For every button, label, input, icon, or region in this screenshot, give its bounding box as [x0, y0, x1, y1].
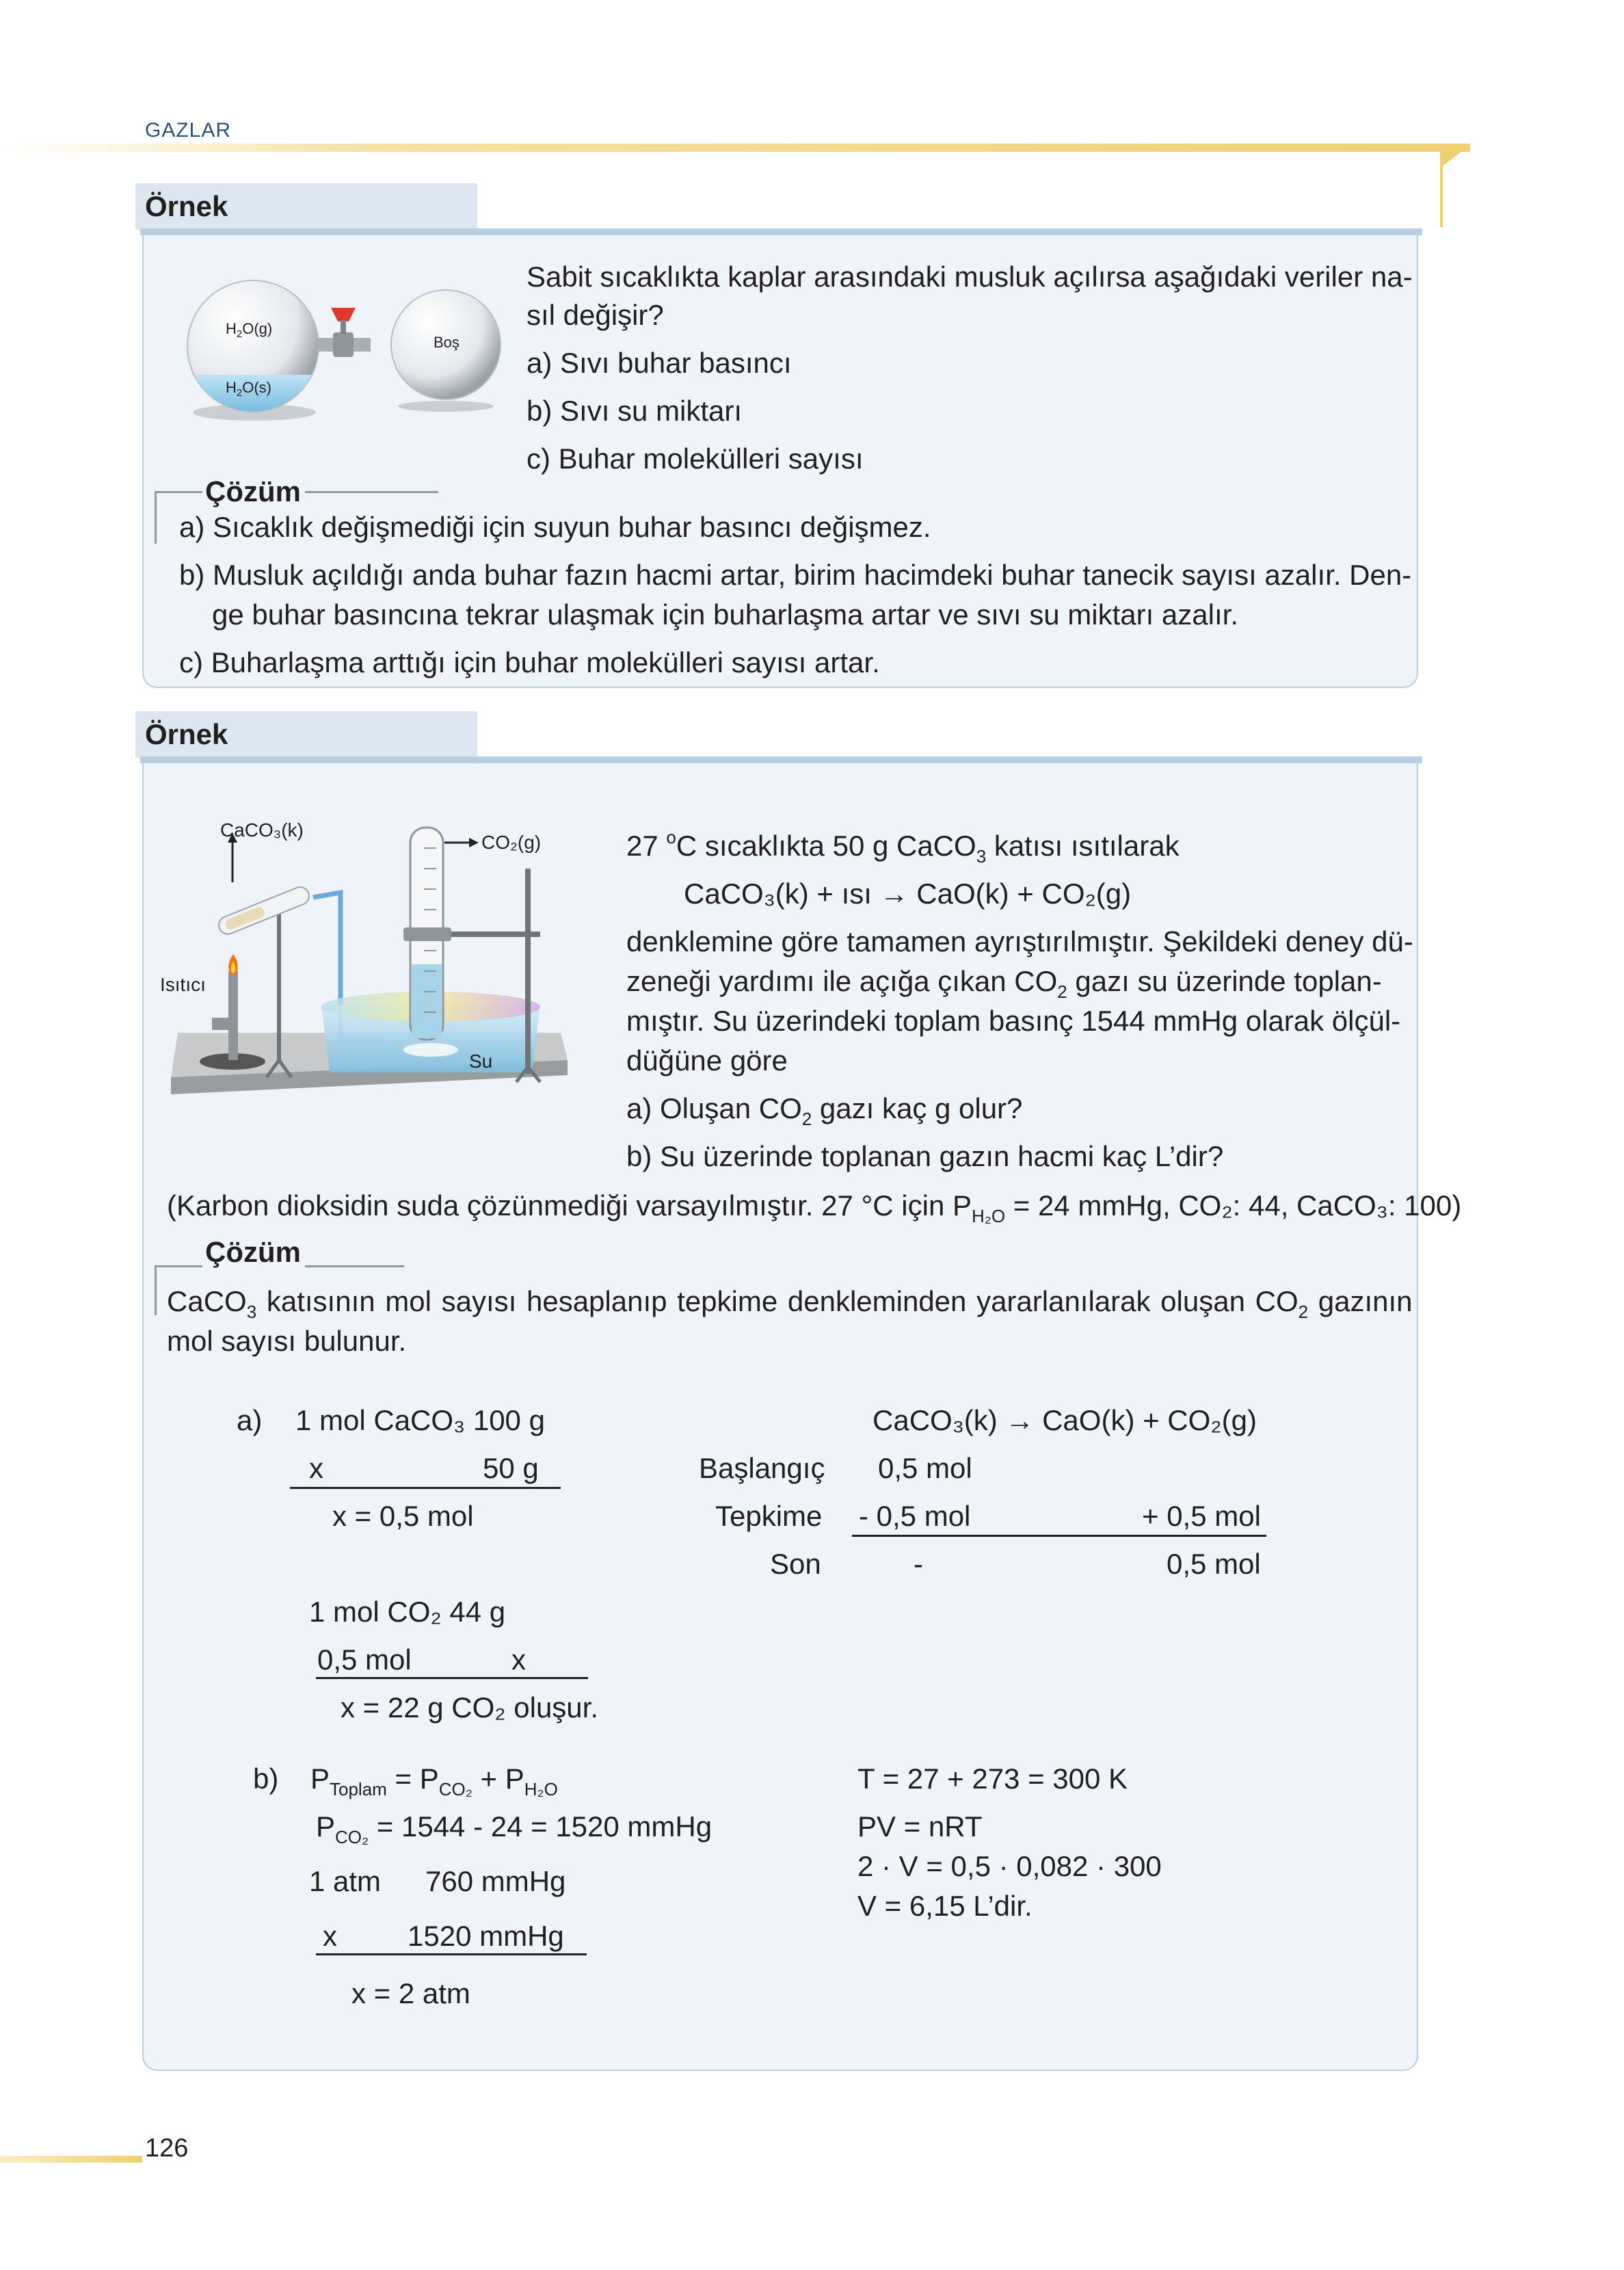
part-a-fraction-line-2: [316, 1677, 588, 1679]
part-a-table-equation: CaCO₃(k) → CaO(k) + CO₂(g): [873, 1404, 1257, 1436]
solution2-title: Çözüm: [202, 1235, 305, 1269]
solution1-title: Çözüm: [202, 475, 305, 509]
apparatus-heater-label: Isıtıcı: [160, 974, 206, 995]
flask-left-bottom-label: $H_2O(s)$: [226, 379, 271, 399]
apparatus-co2-label: CO₂(g): [481, 832, 542, 853]
part-b-fraction-line: [316, 1953, 587, 1955]
part-a-result-1: x = 0,5 mol: [332, 1500, 474, 1532]
header-rule: [0, 144, 1470, 152]
part-b-temperature: T = 27 + 273 = 300 K: [857, 1763, 1128, 1795]
part-b-substitution: 2 · V = 0,5 · 0,082 · 300: [857, 1850, 1162, 1882]
part-a-ratio-1: 1 mol CaCO₃ 100 g: [295, 1404, 545, 1436]
footer-rule: [0, 2156, 142, 2163]
header-rule-drop: [1440, 152, 1443, 227]
example1-header: [135, 183, 477, 230]
part-a-ratio-4-right: x: [511, 1644, 526, 1676]
table-divider: [852, 1535, 1266, 1537]
example2-para-1: denklemine göre tamamen ayrıştırılmıştır. Şekildeki deney dü-: [626, 925, 1413, 958]
table-row-label-reaction: Tepkime: [715, 1500, 823, 1532]
example2-note: (Karbon dioksidin suda çözünmediği varsayılmıştır. 27 °C için $P_{H_2O} = 24$ mmHg, CO₂: 44, CaCO₃: 100): [167, 1189, 1462, 1226]
table-cell-reaction-caco3: - 0,5 mol: [859, 1500, 971, 1532]
part-b-ratio-2-left: x: [323, 1920, 337, 1952]
table-cell-start-caco3: 0,5 mol: [878, 1452, 972, 1484]
part-b-volume: V = 6,15 L’dir.: [857, 1890, 1033, 1922]
part-a-ratio-4-left: 0,5 mol: [317, 1644, 412, 1676]
example1-option-c: c) Buhar molekülleri sayısı: [527, 443, 864, 475]
part-a-fraction-line-1: [290, 1487, 561, 1489]
solution1-c: c) Buharlaşma arttığı için buhar molekülleri sayısı artar.: [179, 646, 880, 678]
solution1-b1: b) Musluk açıldığı anda buhar fazın hacmi artar, birim hacimdeki buhar tanecik sayısı azalır. Den-: [179, 559, 1412, 591]
table-cell-reaction-co2: + 0,5 mol: [1142, 1500, 1261, 1532]
apparatus-caco3-label: CaCO₃(k): [220, 819, 304, 841]
solution2-line2: mol sayısı bulunur.: [167, 1325, 407, 1357]
part-b-co2-pressure: $P_{CO_2} = 1544 - 24 = 1520$ mmHg: [316, 1810, 713, 1847]
solution1-a: a) Sıcaklık değişmediği için suyun buhar basıncı değişmez.: [179, 511, 931, 543]
chapter-title: GAZLAR: [145, 119, 232, 142]
table-row-label-start: Başlangıç: [699, 1452, 825, 1484]
table-row-label-end: Son: [770, 1548, 821, 1580]
part-b-result: x = 2 atm: [351, 1977, 470, 2009]
part-b-label: b): [253, 1763, 279, 1795]
example1-option-b: b) Sıvı su miktarı: [527, 395, 743, 427]
part-b-ratio-2-right: 1520 mmHg: [408, 1920, 564, 1952]
flask-right-label: Boş: [434, 334, 460, 351]
example2-title: Örnek: [145, 718, 228, 750]
example2-question-b: b) Su üzerinde toplanan gazın hacmi kaç L’dir?: [626, 1140, 1224, 1172]
part-b-ratio-1-left: 1 atm: [309, 1865, 382, 1897]
example1-option-a: a) Sıvı buhar basıncı: [527, 347, 792, 379]
table-cell-end-co2: 0,5 mol: [1167, 1548, 1261, 1580]
table-cell-end-caco3: -: [914, 1548, 923, 1580]
example2-question-a: a) Oluşan $CO_2$ gazı kaç g olur?: [626, 1092, 1023, 1129]
example2-equation: CaCO₃(k) + ısı → CaO(k) + CO₂(g): [684, 877, 1132, 910]
header-rule-tab: [1441, 145, 1470, 167]
flask-left-top-label: $H_2O(g)$: [226, 320, 273, 340]
example1-title: Örnek: [145, 190, 228, 222]
solution1-b2: ge buhar basıncına tekrar ulaşmak için buharlaşma artar ve sıvı su miktarı azalır.: [212, 598, 1238, 631]
example2-para-2: zeneği yardımı ile açığa çıkan $CO_2$ gazı su üzerinde toplan-: [626, 965, 1382, 1002]
part-b-gas-law: PV = nRT: [857, 1810, 983, 1843]
example1-question-line2: sıl değişir?: [527, 299, 664, 331]
page-number: 126: [145, 2134, 189, 2163]
part-a-ratio-2-value: 50 g: [483, 1452, 539, 1484]
part-a-label: a): [237, 1404, 263, 1436]
part-a-result-2: x = 22 g CO₂ oluşur.: [341, 1691, 598, 1724]
example2-intro: 27 $^o$C sıcaklıkta 50 g CaCO$_3$ katısı ısıtılarak: [626, 827, 1180, 867]
part-b-ratio-1-right: 760 mmHg: [425, 1865, 566, 1897]
apparatus-figure: [157, 814, 574, 1115]
example2-header: [135, 711, 477, 758]
example1-question-line1: Sabit sıcaklıkta kaplar arasındaki musluk açılırsa aşağıdaki veriler na-: [527, 261, 1413, 293]
part-b-total-pressure: $P_{Toplam} = P_{CO_2} + P_{H_2O}$: [310, 1763, 558, 1799]
part-a-ratio-3: 1 mol CO₂ 44 g: [309, 1596, 506, 1628]
solution2-line1: CaCO$_3$ katısının mol sayısı hesaplanıp tepkime denkleminden yararlanılarak oluşan $CO_2$ gazının: [167, 1285, 1413, 1322]
example2-para-4: düğüne göre: [626, 1044, 788, 1077]
apparatus-water-label: Su: [469, 1051, 493, 1072]
part-a-ratio-2-x: x: [309, 1452, 323, 1484]
example2-para-3: mıştır. Su üzerindeki toplam basınç 1544 mmHg olarak ölçül-: [626, 1005, 1401, 1037]
